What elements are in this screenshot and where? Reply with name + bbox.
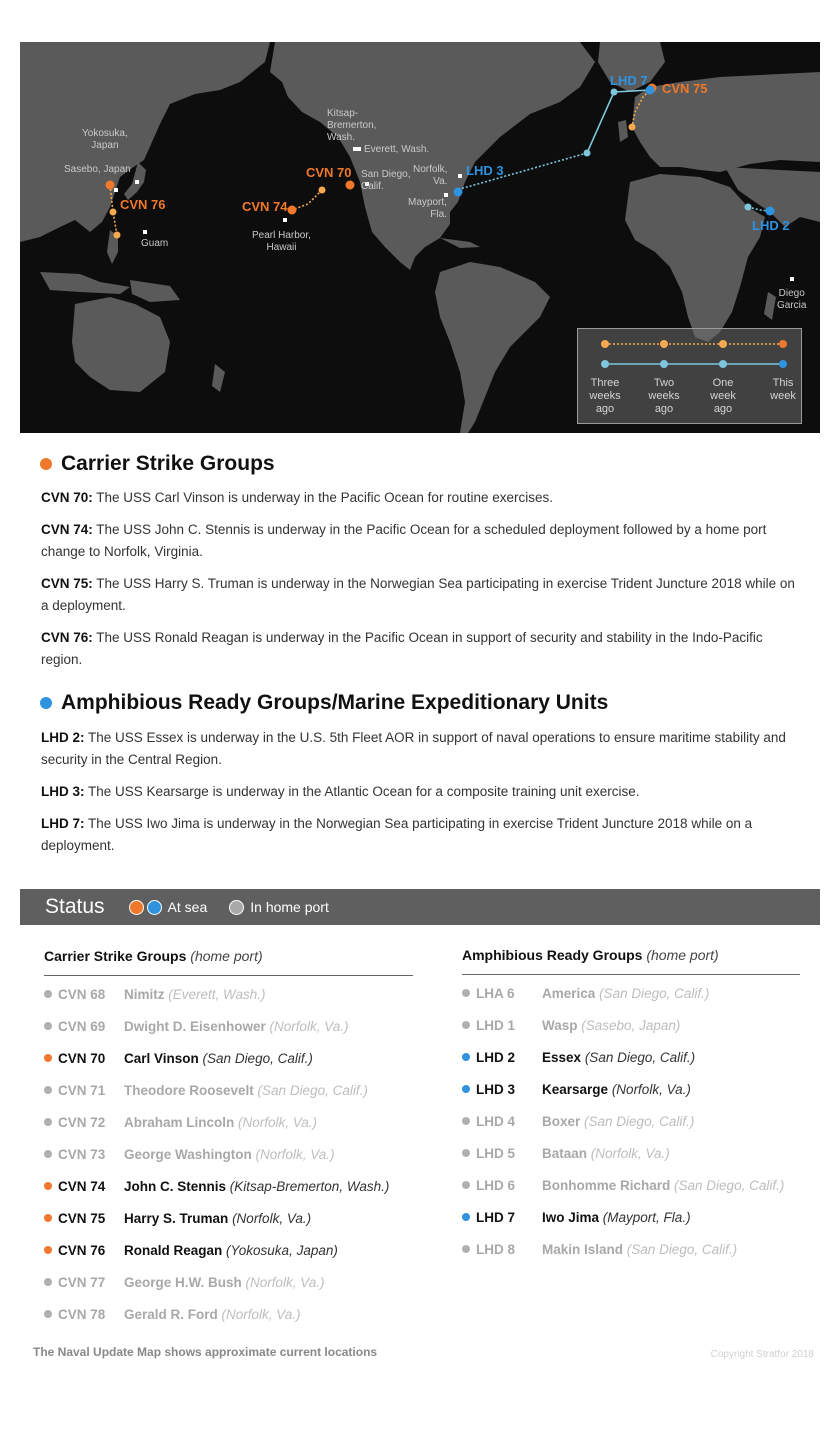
amphib-status-row [462, 1081, 691, 1099]
ship-name: Abraham Lincoln [124, 1115, 235, 1130]
label-sasebo: Sasebo, Japan [64, 164, 131, 175]
in-port-dot-icon [44, 1118, 52, 1126]
home-port: (San Diego, Calif.) [202, 1051, 313, 1066]
amphib-status-row [462, 1113, 694, 1131]
home-port-note: (home port) [190, 948, 263, 964]
north-america-land [270, 42, 595, 270]
carrier-item-text: The USS Ronald Reagan is underway in the Pacific Ocean in support of security and stability in the Indo-Pacific region. [41, 630, 763, 667]
hull-number: LHD 4 [476, 1114, 516, 1129]
amphib-section-heading [40, 691, 608, 715]
label-pearl: Pearl Harbor, Hawaii [252, 230, 311, 253]
amphib-column-title: Amphibious Ready Groups [462, 947, 643, 963]
legend-at-sea [129, 899, 208, 915]
amphib-status-row [462, 1241, 737, 1259]
cvn75-past [629, 124, 636, 131]
in-port-dot-icon [44, 1310, 52, 1318]
hull-number: CVN 76 [58, 1243, 106, 1258]
carrier-item-id: CVN 70: [41, 490, 93, 505]
carrier-item-id: CVN 75: [41, 576, 93, 591]
hull-number: CVN 71 [58, 1083, 106, 1098]
cvn76-current [106, 181, 115, 190]
map-legend [577, 328, 802, 424]
footer-copyright: Copyright Stratfor 2018 [710, 1349, 814, 1360]
newguinea-land [130, 280, 180, 302]
home-port: (Norfolk, Va.) [245, 1275, 325, 1290]
orange-dot-icon [40, 458, 52, 470]
hull-number: CVN 72 [58, 1115, 106, 1130]
home-port: (Sasebo, Japan) [581, 1018, 681, 1033]
carrier-item-id: CVN 74: [41, 522, 93, 537]
ship-name: Bonhomme Richard [542, 1178, 671, 1193]
home-port: (San Diego, Calif.) [674, 1178, 785, 1193]
carrier-status-row [44, 1146, 335, 1164]
lhd7-path [587, 92, 614, 153]
amphib-status-row [462, 1017, 680, 1035]
in-port-dot-icon [462, 1117, 470, 1125]
home-port: (San Diego, Calif.) [626, 1242, 738, 1257]
hull-number: LHA 6 [476, 986, 515, 1001]
carrier-status-row [44, 1242, 338, 1260]
shiplabel-lhd7: LHD 7 [610, 73, 648, 88]
port-sasebo [114, 188, 118, 192]
in-port-dot-icon [462, 1149, 470, 1157]
hull-number: CVN 69 [58, 1019, 106, 1034]
carrier-column-rule [44, 975, 413, 976]
uk-land [618, 120, 628, 142]
home-port: (Norfolk, Va.) [269, 1019, 349, 1034]
hull-number: LHD 7 [476, 1210, 516, 1225]
carrier-item-text: The USS John C. Stennis is underway in the Pacific Ocean for a scheduled deployment followed by a home port change to Norfolk, Virginia. [41, 522, 767, 559]
in-port-dot-icon [44, 1150, 52, 1158]
label-norfolk: Norfolk, Va. [413, 164, 448, 187]
at-sea-dot-icon [44, 1054, 52, 1062]
carrier-column-heading [44, 948, 263, 964]
ship-name: Boxer [542, 1114, 581, 1129]
legend-lines [578, 329, 801, 375]
cvn74-current [288, 206, 297, 215]
asia-land [20, 42, 270, 242]
naval-map [20, 42, 820, 433]
home-port: (Norfolk, Va.) [590, 1146, 670, 1161]
home-port: (Yokosuka, Japan) [226, 1243, 338, 1258]
legend-one-week: One week ago [710, 377, 736, 415]
africa-land [625, 174, 765, 342]
port-kitsap [353, 147, 357, 151]
hull-number: CVN 70 [58, 1051, 106, 1066]
hull-number: CVN 68 [58, 987, 106, 1002]
carrier-status-row [44, 1274, 325, 1292]
home-port-note: (home port) [646, 947, 719, 963]
in-port-label: In home port [250, 899, 329, 915]
home-port: (Norfolk, Va.) [238, 1115, 318, 1130]
blue-dot-icon [147, 900, 162, 915]
hull-number: LHD 8 [476, 1242, 516, 1257]
port-guam [143, 230, 147, 234]
ship-name: Dwight D. Eisenhower [124, 1019, 266, 1034]
port-pearl [283, 218, 287, 222]
hull-number: CVN 75 [58, 1211, 106, 1226]
carrier-item-cvn74 [41, 519, 801, 563]
legend-in-port [229, 899, 329, 915]
hull-number: CVN 74 [58, 1179, 106, 1194]
shiplabel-lhd3: LHD 3 [466, 163, 504, 178]
shiplabel-cvn70: CVN 70 [306, 165, 352, 180]
in-port-dot-icon [44, 1278, 52, 1286]
port-yokosuka [135, 180, 139, 184]
amphib-column-heading [462, 947, 719, 963]
port-diego-garcia [790, 277, 794, 281]
ship-name: Bataan [542, 1146, 588, 1161]
carrier-status-row [44, 1082, 368, 1100]
amphib-item-text: The USS Kearsarge is underway in the Atlantic Ocean for a composite training unit exercise. [84, 784, 640, 799]
amphib-status-row [462, 1177, 784, 1195]
ship-name: Gerald R. Ford [124, 1307, 218, 1322]
hull-number: CVN 73 [58, 1147, 106, 1162]
port-everett [357, 147, 361, 151]
home-port: (Everett, Wash.) [168, 987, 266, 1002]
amphib-item-lhd3 [41, 781, 801, 803]
home-port: (Norfolk, Va.) [221, 1307, 301, 1322]
carrier-column-title: Carrier Strike Groups [44, 948, 187, 964]
shiplabel-cvn74: CVN 74 [242, 199, 288, 214]
cvn76-past-2 [114, 232, 121, 239]
hull-number: LHD 3 [476, 1082, 516, 1097]
label-mayport: Mayport, Fla. [408, 197, 447, 220]
hull-number: LHD 2 [476, 1050, 516, 1065]
label-sandiego: San Diego, Calif. [361, 169, 411, 192]
amphib-section-title: Amphibious Ready Groups/Marine Expeditionary Units [61, 691, 609, 714]
lhd2-current [766, 207, 775, 216]
in-port-dot-icon [44, 1022, 52, 1030]
home-port: (San Diego, Calif.) [584, 1050, 696, 1065]
carrier-item-id: CVN 76: [41, 630, 93, 645]
status-title: Status [45, 895, 105, 918]
at-sea-dot-icon [462, 1053, 470, 1061]
ship-name: George H.W. Bush [124, 1275, 242, 1290]
cvn74-track [292, 190, 322, 210]
carrier-item-text: The USS Carl Vinson is underway in the Pacific Ocean for routine exercises. [92, 490, 553, 505]
ship-name: Nimitz [124, 987, 165, 1002]
amphib-column-rule [462, 974, 800, 975]
orange-dot-icon [129, 900, 144, 915]
label-guam: Guam [141, 238, 169, 249]
hull-number: CVN 78 [58, 1307, 106, 1322]
carrier-status-row [44, 986, 266, 1004]
ship-name: George Washington [124, 1147, 252, 1162]
ship-name: Essex [542, 1050, 582, 1065]
carrier-status-row [44, 1050, 313, 1068]
home-port: (Norfolk, Va.) [232, 1211, 312, 1226]
ship-name: America [542, 986, 596, 1001]
amphib-item-text: The USS Essex is underway in the U.S. 5th Fleet AOR in support of naval operations to ensure maritime stability and security in the Central Region. [41, 730, 786, 767]
in-port-dot-icon [462, 1245, 470, 1253]
amphib-item-id: LHD 2: [41, 730, 85, 745]
in-port-dot-icon [462, 989, 470, 997]
shiplabel-cvn75: CVN 75 [662, 81, 708, 96]
home-port: (San Diego, Calif.) [599, 986, 710, 1001]
blue-dot-icon [40, 697, 52, 709]
ship-name: Makin Island [542, 1242, 624, 1257]
cvn70-current [346, 181, 355, 190]
cvn74-past [319, 187, 326, 194]
cvn76-past-1 [110, 209, 117, 216]
europe-land [632, 72, 820, 172]
indonesia-land [40, 272, 130, 294]
at-sea-label: At sea [167, 899, 208, 915]
amphib-status-row [462, 1049, 695, 1067]
carrier-status-row [44, 1178, 389, 1196]
carrier-section-heading [40, 452, 275, 476]
carrier-item-cvn76 [41, 627, 801, 671]
at-sea-dot-icon [44, 1214, 52, 1222]
cuba-land [440, 238, 480, 248]
in-port-dot-icon [462, 1021, 470, 1029]
port-norfolk [458, 174, 462, 178]
carrier-item-cvn75 [41, 573, 801, 617]
carrier-item-text: The USS Harry S. Truman is underway in the Norwegian Sea participating in exercise Trident Juncture 2018 while on a deployment. [41, 576, 795, 613]
in-port-dot-icon [462, 1181, 470, 1189]
ship-name: Theodore Roosevelt [124, 1083, 254, 1098]
lhd3-past [584, 150, 591, 157]
in-port-dot-icon [44, 1086, 52, 1094]
shiplabel-cvn76: CVN 76 [120, 197, 166, 212]
in-port-dot-icon [44, 990, 52, 998]
amphib-item-text: The USS Iwo Jima is underway in the Norwegian Sea participating in exercise Trident Juncture 2018 while on a deployment. [41, 816, 753, 853]
amphib-status-row [462, 985, 709, 1003]
madagascar-land [764, 292, 776, 320]
hull-number: LHD 5 [476, 1146, 516, 1161]
ship-name: Carl Vinson [124, 1051, 199, 1066]
hull-number: LHD 6 [476, 1178, 516, 1193]
ship-name: Wasp [542, 1018, 578, 1033]
ship-name: Harry S. Truman [124, 1211, 229, 1226]
hull-number: CVN 77 [58, 1275, 106, 1290]
ship-name: Iwo Jima [542, 1210, 600, 1225]
at-sea-dot-icon [462, 1085, 470, 1093]
label-yokosuka: Yokosuka, Japan [82, 128, 128, 151]
home-port: (San Diego, Calif.) [584, 1114, 695, 1129]
lhd2-past [745, 204, 752, 211]
shiplabel-lhd2: LHD 2 [752, 218, 790, 233]
carrier-status-row [44, 1210, 311, 1228]
home-port: (San Diego, Calif.) [257, 1083, 368, 1098]
at-sea-dot-icon [44, 1246, 52, 1254]
at-sea-dot-icon [44, 1182, 52, 1190]
ship-name: Kearsarge [542, 1082, 609, 1097]
home-port: (Norfolk, Va.) [611, 1082, 691, 1097]
amphib-status-row [462, 1209, 691, 1227]
legend-two-weeks: Two weeks ago [648, 377, 680, 415]
amphib-item-lhd7 [41, 813, 801, 857]
label-kitsap: Kitsap- Bremerton, Wash. [327, 108, 377, 143]
grey-dot-icon [229, 900, 244, 915]
legend-this-week: This week [770, 377, 796, 402]
at-sea-dot-icon [462, 1213, 470, 1221]
hull-number: LHD 1 [476, 1018, 516, 1033]
amphib-item-id: LHD 7: [41, 816, 85, 831]
lhd3-current [454, 188, 463, 197]
legend-three-weeks: Three weeks ago [589, 377, 621, 415]
home-port: (Norfolk, Va.) [255, 1147, 335, 1162]
amphib-item-id: LHD 3: [41, 784, 85, 799]
carrier-status-row [44, 1306, 301, 1324]
ship-name: John C. Stennis [124, 1179, 227, 1194]
amphib-item-lhd2 [41, 727, 801, 771]
carrier-item-cvn70 [41, 487, 801, 509]
home-port: (Mayport, Fla.) [602, 1210, 691, 1225]
home-port: (Kitsap-Bremerton, Wash.) [229, 1179, 390, 1194]
carrier-section-title: Carrier Strike Groups [61, 452, 275, 475]
australia-land [72, 297, 170, 392]
carrier-status-row [44, 1114, 317, 1132]
south-america-land [435, 262, 550, 433]
footer-note: The Naval Update Map shows approximate current locations [33, 1345, 378, 1359]
label-everett: Everett, Wash. [364, 144, 430, 155]
label-diego-garcia: Diego Garcia [777, 288, 807, 311]
nz-land [212, 364, 225, 392]
amphib-status-row [462, 1145, 670, 1163]
lhd7-past [611, 89, 618, 96]
status-bar [20, 889, 820, 925]
ship-name: Ronald Reagan [124, 1243, 223, 1258]
carrier-status-row [44, 1018, 349, 1036]
